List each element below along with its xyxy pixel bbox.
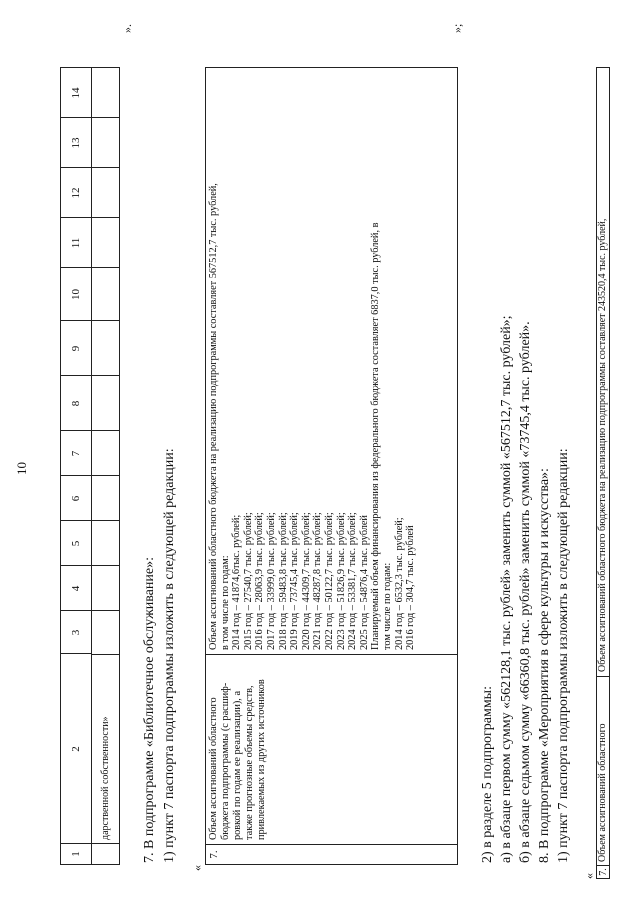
table-cell: [91, 320, 120, 376]
header-cell: 13: [61, 117, 91, 168]
section-after-line-1: 2) в разделе 5 подпрограммы:: [480, 686, 495, 863]
content-line: 2017 год – 33999,0 тыс. рублей;: [265, 512, 277, 650]
table-cell: [91, 430, 120, 476]
content-line: 2020 год – 44309,7 тыс. рублей;: [300, 512, 312, 650]
section-7-item-1: 1) пункт 7 паспорта подпрограммы изложить в следующей редакции:: [162, 448, 177, 863]
content-line: Объем ассигнований областного бюджета на реализацию подпрограммы составляет 567512,7 тыс. рублей,: [208, 183, 219, 650]
content-line: 2021 год – 48287,8 тыс. рублей;: [312, 512, 324, 650]
table-cell: [91, 565, 120, 611]
section-8-title: 8. В подпрограмме «Мероприятия в сфере культуры и искусства»:: [537, 468, 552, 863]
table-cell: [91, 68, 120, 118]
content-line: Планируемый объем финансирования из федерального бюджета составляет 6837,0 тыс. рублей, в: [370, 222, 382, 650]
header-cell: 8: [61, 375, 91, 431]
opening-quote: «: [190, 865, 204, 871]
passport-label: Объем ассигнований областного: [597, 676, 609, 866]
label-line: Объем ассигнований областного: [208, 697, 219, 840]
label-line: также прогнозные объемы средств,: [244, 685, 255, 840]
passport-label: [206, 654, 457, 844]
label-line: ровкой по годам ее реализации), а: [232, 690, 243, 840]
content-line: 2016 год – 304,7 тыс. рублей: [405, 525, 417, 650]
table-cell: [91, 520, 120, 566]
label-line: бюджета подпрограммы (с расшиф-: [220, 682, 231, 840]
passport-table: [205, 67, 458, 865]
content-line: 2014 год – 41874,6тыс. рублей;: [231, 514, 243, 650]
header-cell: 5: [61, 520, 91, 566]
table-cell: [91, 475, 120, 521]
table-cell: [91, 117, 120, 168]
section-8-item-1: 1) пункт 7 паспорта подпрограммы изложить в следующей редакции:: [556, 448, 571, 863]
passport-content: Объем ассигнований областного бюджета на реализацию подпрограммы составляет 243520,4 тыс. рублей,: [597, 218, 608, 672]
header-cell: 14: [70, 87, 82, 99]
header-cell: 11: [61, 217, 91, 268]
table-cell: [91, 217, 120, 268]
header-cell: 6: [61, 475, 91, 521]
passport-table-next: [596, 67, 610, 879]
content-line: 2014 год – 6532,3 тыс. рублей;: [393, 517, 405, 650]
section-after-line-2: а) в абзаце первом сумму «562128,1 тыс. рублей» заменить суммой «567512,7 тыс. рублей»;: [499, 315, 514, 863]
continuation-table: [60, 67, 120, 865]
content-line: 2025 год – 54876,4 тыс. рублей: [358, 515, 370, 650]
table-cell: [91, 610, 120, 654]
table-cell: [91, 267, 120, 321]
row-number: 7.: [597, 865, 609, 878]
passport-content: [206, 68, 457, 654]
page-number: 10: [14, 462, 29, 475]
header-cell: 3: [61, 610, 91, 654]
table-cell: [91, 843, 120, 864]
section-7-title: 7. В подпрограмме «Библиотечное обслуживание»:: [142, 557, 157, 863]
closing-quote: »;: [450, 23, 464, 33]
header-cell: 7: [61, 430, 91, 476]
content-line: 2016 год – 28063,9 тыс. рублей;: [254, 512, 266, 650]
table-row: [91, 68, 120, 864]
table-header-row: [61, 68, 92, 864]
header-cell: 1: [61, 843, 91, 864]
header-cell: 10: [61, 267, 91, 321]
header-cell: 9: [61, 320, 91, 376]
content-line: в том числе по годам:: [219, 555, 231, 650]
content-line: том числе по годам:: [381, 562, 393, 650]
content-line: 2022 год – 50122,7 тыс. рублей;: [323, 512, 335, 650]
row-number: 7.: [206, 844, 457, 864]
content-line: 2024 год – 53381,7 тыс. рублей;: [347, 512, 359, 650]
opening-quote: «: [582, 873, 596, 879]
section-after-line-3: б) в абзаце седьмом сумму «66360,8 тыс. рублей» заменить суммой «73745,4 тыс. рублей».: [518, 321, 533, 863]
header-cell: 2: [61, 653, 91, 844]
content-line: 2018 год – 59483,8 тыс. рублей;: [277, 512, 289, 650]
closing-quote: ».: [120, 24, 134, 33]
content-line: 2019 год – 73745,4 тыс. рублей;: [289, 512, 301, 650]
table-cell: [91, 375, 120, 431]
label-line: привлекаемых из других источников: [256, 679, 267, 840]
content-line: 2015 год – 27540,7 тыс. рублей;: [242, 512, 254, 650]
header-cell: 12: [61, 167, 91, 218]
content-line: 2023 год – 51826,9 тыс. рублей;: [335, 512, 347, 650]
table-cell: дарственной собственности»: [91, 654, 120, 844]
table-cell: [91, 167, 120, 218]
header-cell: 4: [61, 565, 91, 611]
